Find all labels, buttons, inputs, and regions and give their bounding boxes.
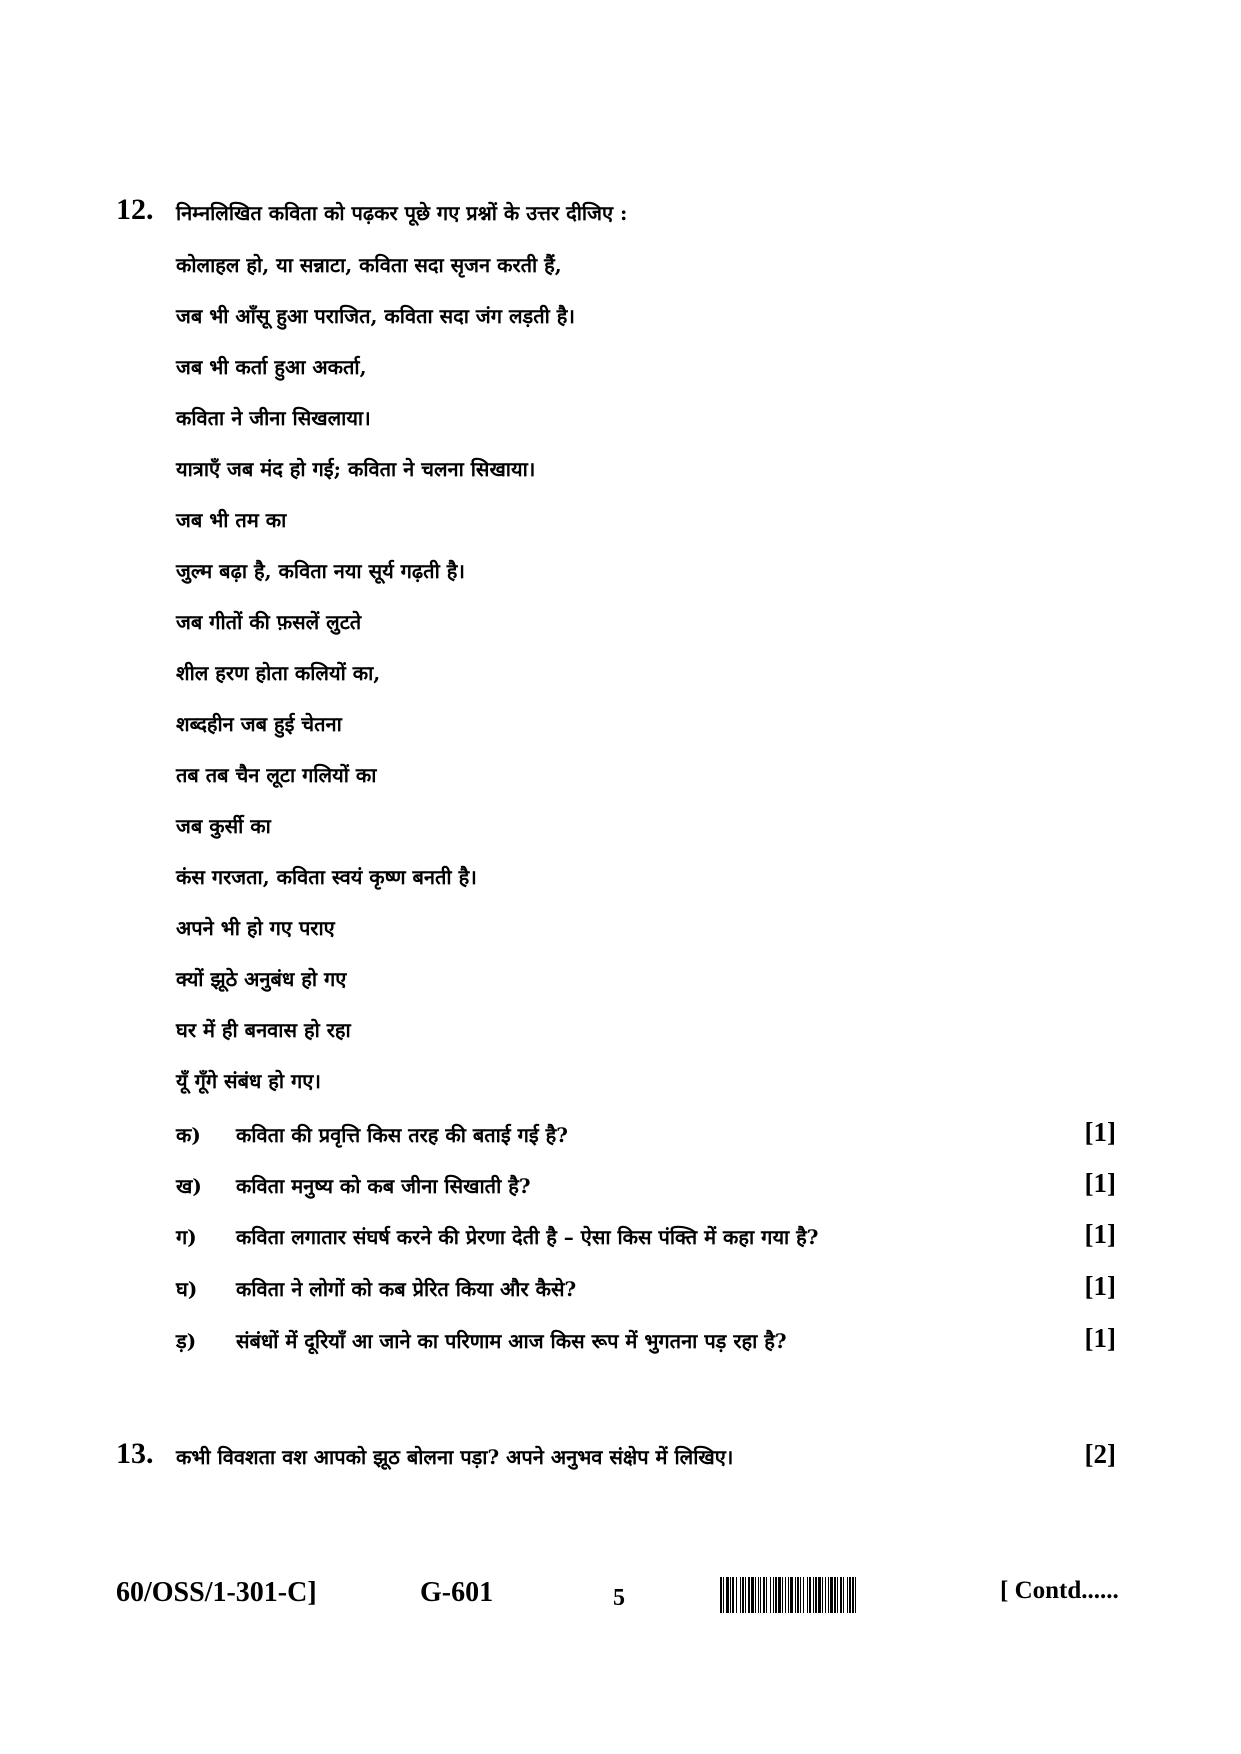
contd-label: [ Contd...... — [1000, 1577, 1119, 1604]
paper-code: 60/OSS/1-301-C] — [116, 1577, 317, 1608]
sub-question-label: घ) — [176, 1277, 198, 1301]
barcode-bar — [856, 1577, 858, 1613]
question-12-number: 12. — [116, 193, 154, 226]
page-number: 5 — [613, 1585, 625, 1611]
poem-line: जुल्म बढ़ा है, कविता नया सूर्य गढ़ती है। — [176, 559, 465, 583]
poem-line: जब भी आँसू हुआ पराजित, कविता सदा जंग लड़ती है। — [176, 304, 575, 328]
sub-question-marks: [1] — [1084, 1117, 1116, 1147]
series-code: G-601 — [420, 1577, 494, 1608]
question-12-prompt: निम्नलिखित कविता को पढ़कर पूछे गए प्रश्नों के उत्तर दीजिए : — [176, 201, 628, 225]
poem-line: यूँ गूँगे संबंध हो गए। — [176, 1069, 321, 1093]
sub-question-marks: [1] — [1084, 1323, 1116, 1353]
sub-question-text: कविता की प्रवृत्ति किस तरह की बताई गई है? — [236, 1123, 569, 1147]
poem-line: शील हरण होता कलियों का, — [176, 661, 381, 685]
poem-line: घर में ही बनवास हो रहा — [176, 1018, 351, 1042]
poem-line: क्यों झूठे अनुबंध हो गए — [176, 967, 347, 991]
sub-question-label: ग) — [176, 1225, 197, 1249]
poem-line: कविता ने जीना सिखलाया। — [176, 406, 371, 430]
question-13-marks: [2] — [1084, 1439, 1116, 1469]
poem-line: जब कुर्सी का — [176, 814, 271, 838]
sub-question-label: ड़) — [176, 1329, 197, 1353]
poem-line: अपने भी हो गए पराए — [176, 916, 335, 940]
poem-line: कंस गरजता, कविता स्वयं कृष्ण बनती है। — [176, 865, 477, 889]
question-13-text: कभी विवशता वश आपको झूठ बोलना पड़ा? अपने अनुभव संक्षेप में लिखिए। — [176, 1445, 734, 1469]
poem-line: कोलाहल हो, या सन्नाटा, कविता सदा सृजन करती हैं, — [176, 253, 562, 277]
sub-question-marks: [1] — [1084, 1168, 1116, 1198]
sub-question-text: संबंधों में दूरियाँ आ जाने का परिणाम आज किस रूप में भुगतना पड़ रहा है? — [236, 1329, 787, 1353]
poem-line: जब गीतों की फ़सलें लुटते — [176, 610, 362, 634]
question-13-number: 13. — [116, 1437, 154, 1470]
poem-line: तब तब चैन लूटा गलियों का — [176, 763, 377, 787]
sub-question-marks: [1] — [1084, 1219, 1116, 1249]
sub-question-marks: [1] — [1084, 1271, 1116, 1301]
sub-question-label: ख) — [176, 1174, 202, 1198]
poem-line: जब भी तम का — [176, 508, 287, 532]
barcode — [720, 1577, 982, 1613]
poem-line: जब भी कर्ता हुआ अकर्ता, — [176, 355, 367, 379]
poem-line: यात्राएँ जब मंद हो गई; कविता ने चलना सिखाया। — [176, 457, 536, 481]
sub-question-text: कविता लगातार संघर्ष करने की प्रेरणा देती है – ऐसा किस पंक्ति में कहा गया है? — [236, 1225, 819, 1249]
sub-question-label: क) — [176, 1123, 201, 1147]
sub-question-text: कविता ने लोगों को कब प्रेरित किया और कैसे? — [236, 1277, 577, 1301]
sub-question-text: कविता मनुष्य को कब जीना सिखाती है? — [236, 1174, 531, 1198]
poem-line: शब्दहीन जब हुई चेतना — [176, 712, 342, 736]
